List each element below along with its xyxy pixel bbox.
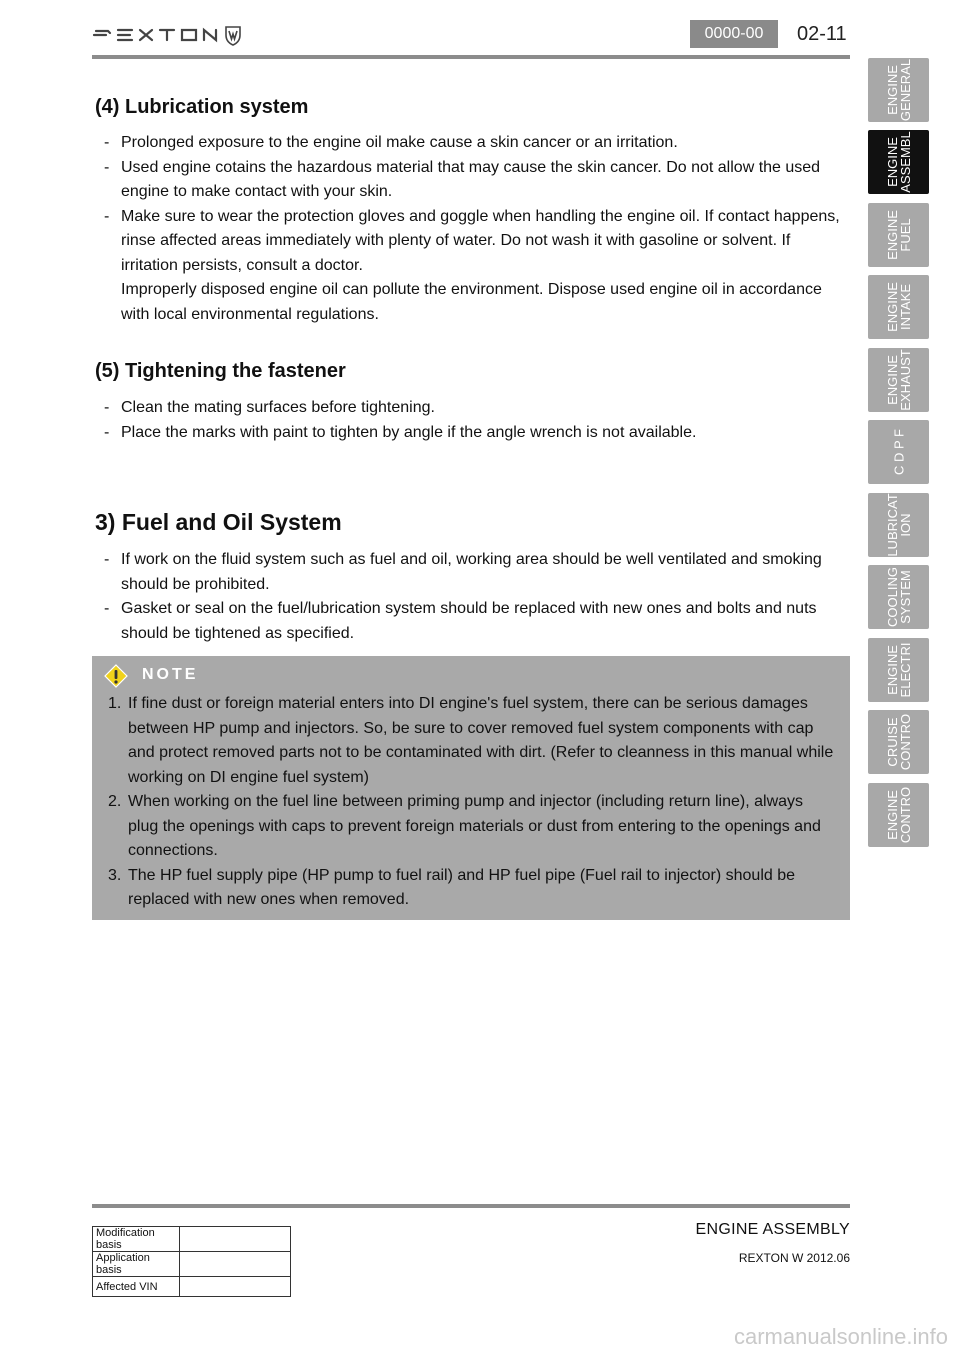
list-item: - Prolonged exposure to the engine oil make cause a skin cancer or an irritation.	[104, 134, 678, 151]
tab-engine-exhaust[interactable]: ENGINE EXHAUST	[868, 348, 929, 412]
tab-lubrication[interactable]: LUBRICAT ION	[868, 493, 929, 557]
section-code: 0000-00	[690, 20, 778, 48]
basis-table	[92, 1226, 291, 1297]
table-row	[93, 1277, 291, 1297]
fuel-oil-list	[100, 548, 850, 646]
table-row	[93, 1227, 291, 1252]
tab-engine-fuel[interactable]: ENGINE FUEL	[868, 203, 929, 267]
tab-engine-general[interactable]: ENGINE GENERAL	[868, 58, 929, 122]
list-item: - Make sure to wear the protection gloves and goggle when handling the engine oil. If contact happens, rinse affected areas immediately with plenty of water. Do not wash it with gasoline or solvent. If irritation persists, consult a doctor.	[104, 207, 840, 274]
note-item: 1. If fine dust or foreign material enters into DI engine's fuel system, there can be serious damages between HP pump and injectors. So, be sure to cover removed fuel system components with cap and protect removed parts not to be contaminated with dirt. (Refer to cleanness in this manual while working on DI engine fuel system)	[108, 695, 834, 786]
list-item: - Place the marks with paint to tighten by angle if the angle wrench is not available.	[104, 423, 697, 441]
basis-value	[180, 1252, 291, 1277]
note-list	[92, 692, 837, 913]
note-label: NOTE	[142, 666, 199, 683]
footer-divider	[92, 1204, 850, 1208]
basis-label: Application basis	[93, 1252, 180, 1277]
basis-label: Modification basis	[93, 1227, 180, 1252]
list-item-continuation: Improperly disposed engine oil can pollute the environment. Dispose used engine oil in accordance with local environmental regulations.	[121, 281, 822, 323]
note-item: 2. When working on the fuel line between priming pump and injector (including return line), always plug the openings with caps to prevent foreign materials or dust from entering to the openings and connections.	[108, 793, 821, 859]
note-box	[92, 656, 850, 920]
watermark: carmanualsonline.info	[733, 1324, 948, 1349]
fastener-heading: (5) Tightening the fastener	[95, 360, 346, 382]
note-item: 3. The HP fuel supply pipe (HP pump to fuel rail) and HP fuel pipe (Fuel rail to injector) should be replaced with new ones when removed.	[108, 866, 796, 908]
lubrication-heading: (4) Lubrication system	[95, 96, 309, 118]
page-number: 02-11	[797, 23, 847, 45]
lubrication-list	[100, 131, 850, 327]
basis-value	[180, 1277, 291, 1297]
list-item: - Used engine cotains the hazardous material that may cause the skin cancer. Do not allow the used engine to make contact with your skin.	[104, 158, 821, 200]
list-item: - Clean the mating surfaces before tightening.	[104, 399, 435, 416]
list-item: - Gasket or seal on the fuel/lubrication system should be replaced with new ones and bolts and nuts should be tightened as specified.	[104, 600, 817, 642]
basis-label: Affected VIN	[93, 1277, 180, 1297]
tab-cdpf[interactable]: C D P F	[868, 420, 929, 484]
tab-engine-electric[interactable]: ENGINE ELECTRI	[868, 638, 929, 702]
fuel-oil-heading: 3) Fuel and Oil System	[95, 509, 342, 535]
tab-engine-intake[interactable]: ENGINE INTAKE	[868, 275, 929, 339]
footer-title: ENGINE ASSEMBLY	[695, 1221, 850, 1238]
tab-cruise-control[interactable]: CRUISE CONTRO	[868, 710, 929, 774]
header-divider	[92, 55, 850, 59]
footer-subtitle: REXTON W 2012.06	[738, 1251, 850, 1265]
note-warning-icon	[104, 664, 128, 688]
tab-engine-control[interactable]: ENGINE CONTRO	[868, 783, 929, 847]
table-row	[93, 1252, 291, 1277]
basis-value	[180, 1227, 291, 1252]
fastener-list	[100, 396, 850, 445]
list-item: - If work on the fluid system such as fuel and oil, working area should be well ventilated and smoking should be prohibited.	[104, 551, 822, 593]
tab-cooling-system[interactable]: COOLING SYSTEM	[868, 565, 929, 629]
rexton-logo	[92, 24, 242, 46]
tab-engine-assembly[interactable]: ENGINE ASSEMBL	[868, 130, 929, 194]
